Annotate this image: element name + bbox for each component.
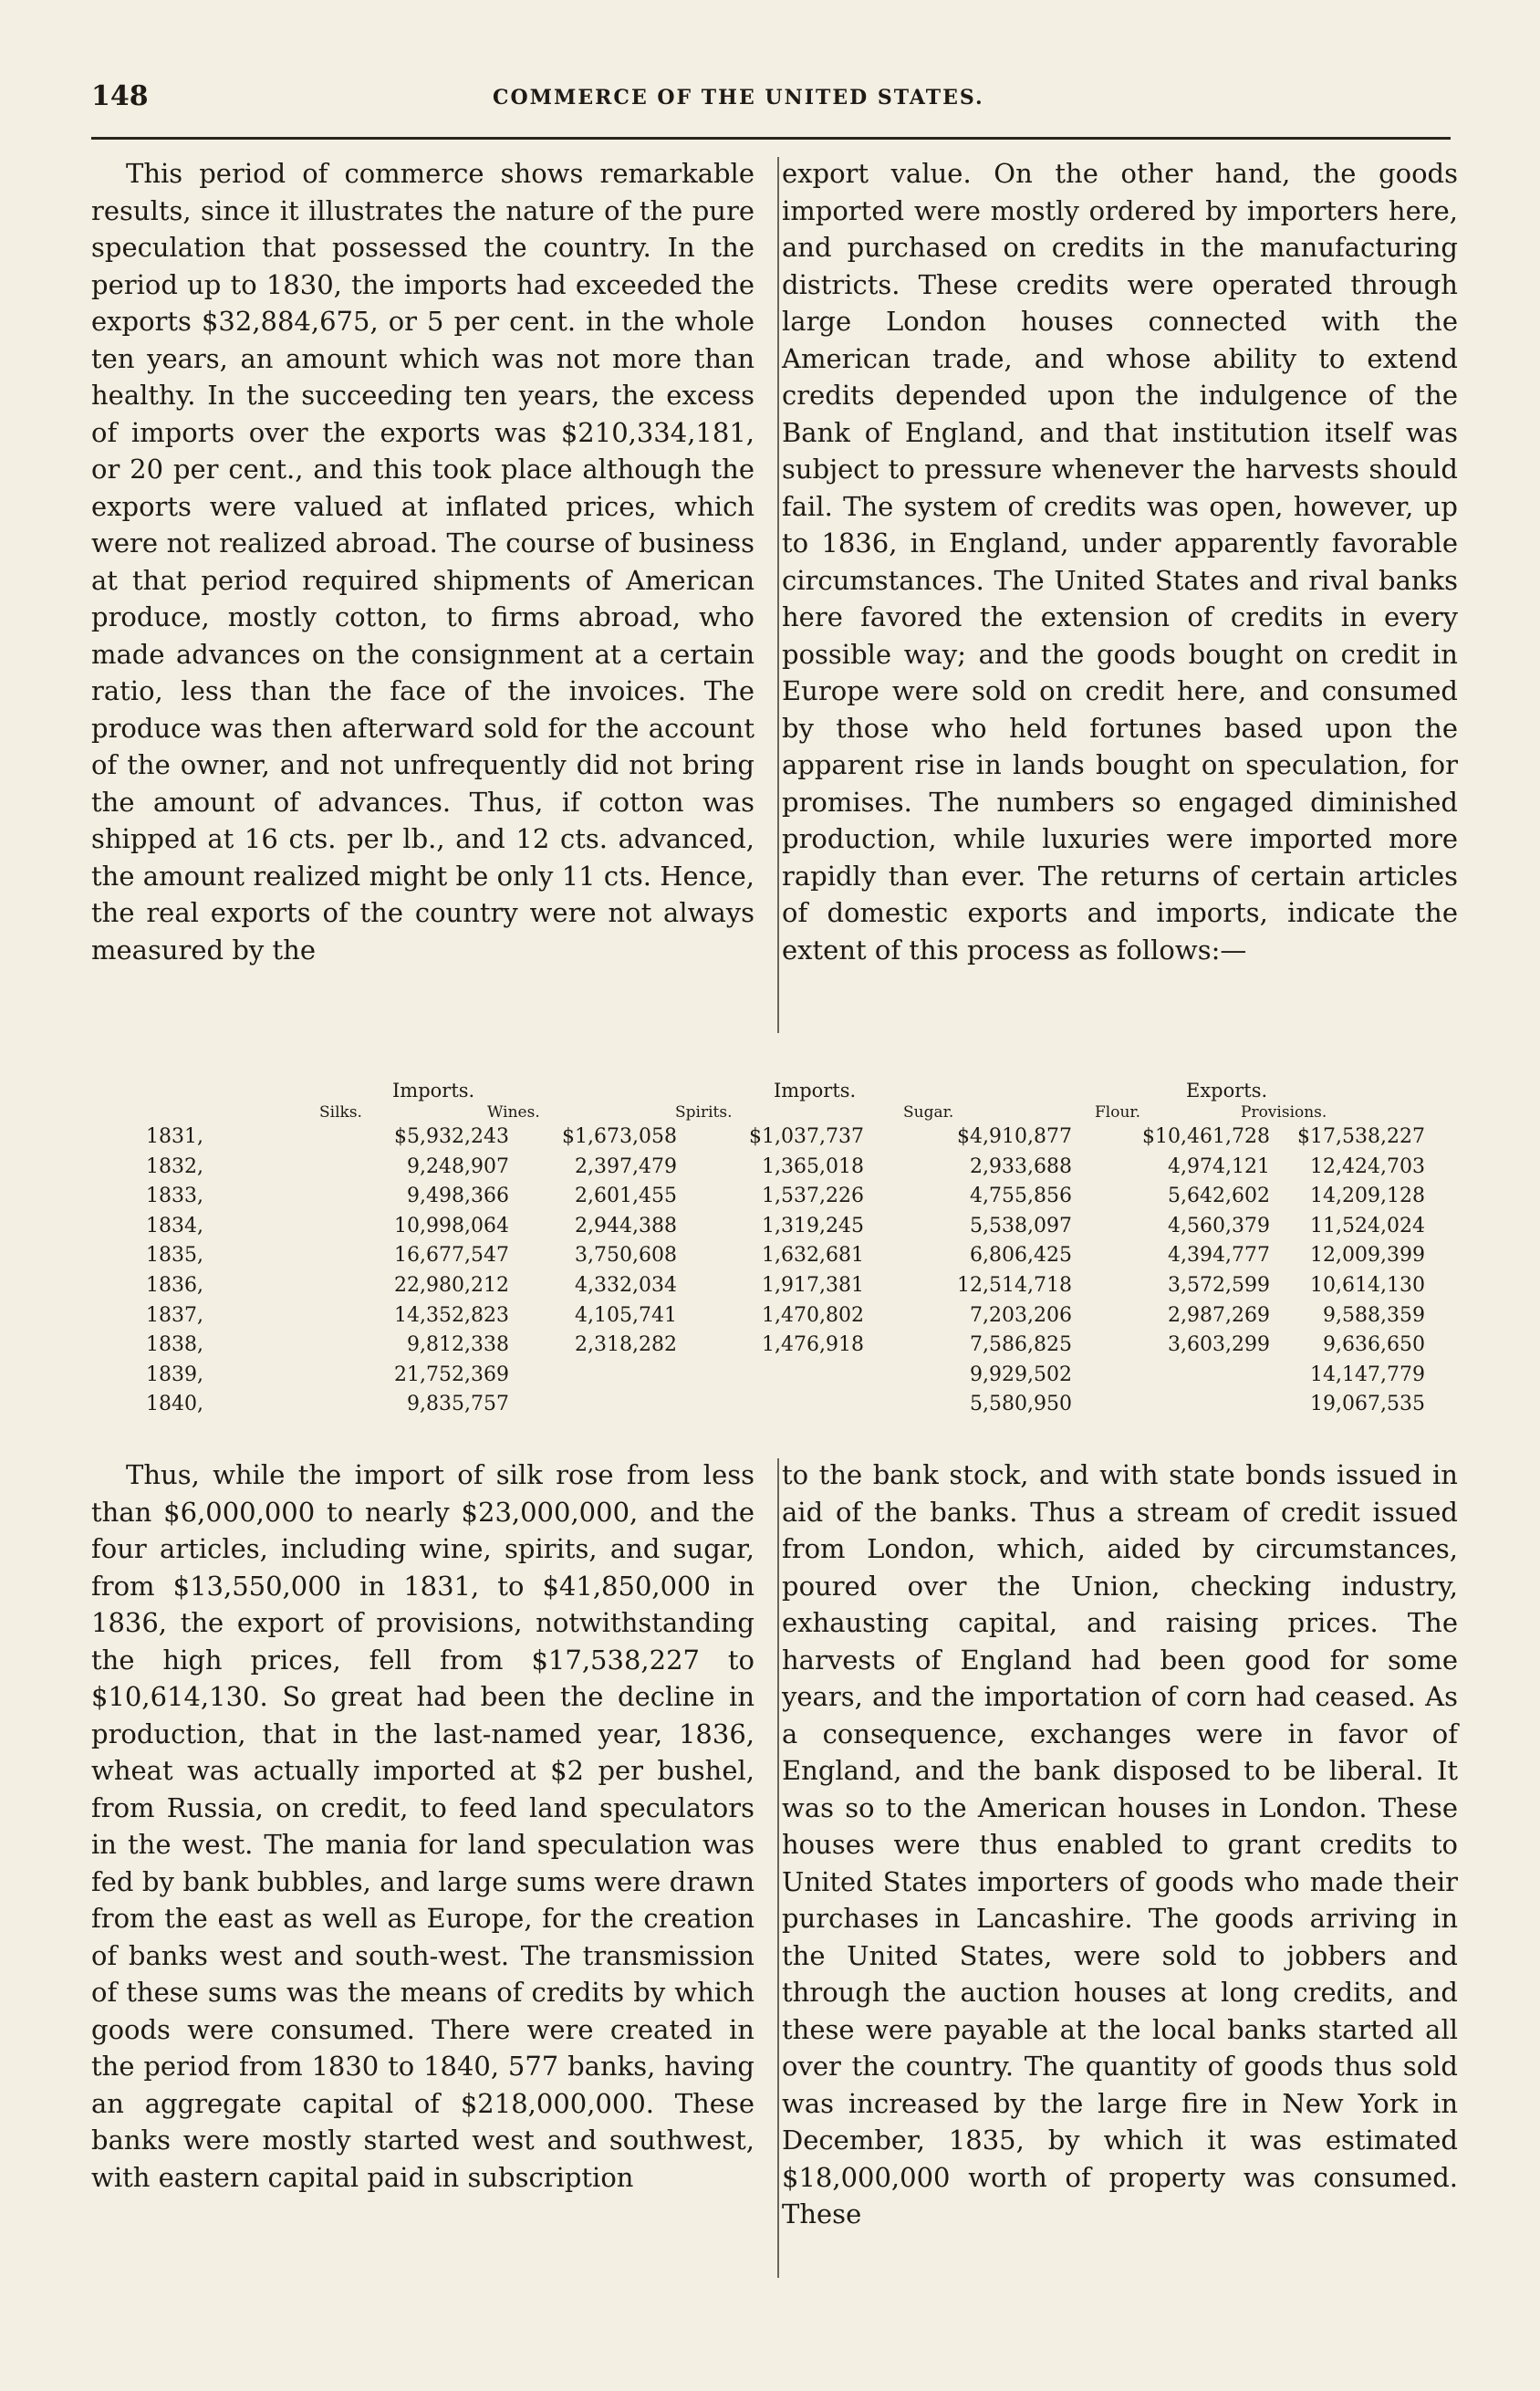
paragraph: export value. On the other hand, the goods imported were mostly ordered by importers here, and purchased on credits in the manufacturing districts. These credits were operated through large London houses connected with the American trade, and whose ability to extend credits depended upon the indulgence of the Bank of England, and that institution itself was subject to pressure whenever the harvests should fail. The system of credits was open, however, up to 1836, in England, under apparently favorable circumstances. The United States and rival banks here favored the extension of credits in every possible way; and the goods bought on credit in Europe were sold on credit here, and consumed by those who held fortunes based upon the apparent rise in lands bought on speculation, for promises. The numbers so engaged diminished production, while luxuries were imported more rapidly than ever. The returns of certain articles of domestic exports and imports, indicate the extent of this process as follows:— (782, 158, 1458, 966)
table-cell-sugar: 2,933,688 (970, 1154, 1072, 1178)
table-cell-silks: 21,752,369 (394, 1363, 509, 1386)
table-cell-year: 1839, (146, 1363, 203, 1386)
table-cell-provisions: 14,209,128 (1310, 1185, 1425, 1208)
header-rule (91, 137, 1451, 140)
table-group-imports-1: Imports. (392, 1080, 475, 1102)
column-divider-top (777, 157, 779, 1033)
table-header-spirits: Spirits. (675, 1103, 733, 1122)
table-cell-spirits: 1,476,918 (762, 1333, 864, 1357)
table-cell-sugar: $4,910,877 (957, 1125, 1072, 1148)
page-number: 148 (91, 80, 149, 112)
table-cell-flour: 3,572,599 (1168, 1274, 1270, 1297)
table-group-imports-2: Imports. (774, 1080, 857, 1102)
statistics-table (146, 1080, 1423, 1428)
table-cell-silks: 9,835,757 (407, 1393, 509, 1416)
table-cell-provisions: 14,147,779 (1310, 1363, 1425, 1386)
table-cell-flour: 2,987,269 (1168, 1303, 1270, 1327)
table-cell-spirits: 1,917,381 (762, 1274, 864, 1297)
table-cell-wines: 2,944,388 (575, 1214, 677, 1237)
table-row (146, 1333, 1423, 1361)
table-cell-year: 1836, (146, 1274, 203, 1297)
table-cell-provisions: 9,636,650 (1323, 1333, 1425, 1357)
table-cell-year: 1834, (146, 1214, 203, 1237)
table-cell-flour: 5,642,602 (1168, 1185, 1270, 1208)
column-bottom-left (91, 1457, 754, 2196)
paragraph: to the bank stock, and with state bonds issued in aid of the banks. Thus a stream of credit issued from London, which, aided by circumstances, poured over the Union, checking industry, exhausting capital, and raising prices. The harvests of England had been good for some years, and the importation of corn had ceased. As a consequence, exchanges were in favor of England, and the bank disposed to be liberal. It was so to the American houses in London. These houses were thus enabled to grant credits to United States importers of goods who made their purchases in Lancashire. The goods arriving in the United States, were sold to jobbers and through the auction houses at long credits, and these were payable at the local banks started all over the country. The quantity of goods thus sold was increased by the large fire in New York in December, 1835, by which it was estimated $18,000,000 worth of property was consumed. These (782, 1459, 1458, 2229)
table-cell-spirits: 1,470,802 (762, 1303, 864, 1327)
column-divider-bottom (777, 1458, 779, 2278)
table-row (146, 1363, 1423, 1391)
table-row (146, 1185, 1423, 1212)
table-cell-silks: 10,998,064 (394, 1214, 509, 1237)
table-cell-sugar: 4,755,856 (970, 1185, 1072, 1208)
table-cell-provisions: 12,009,399 (1310, 1244, 1425, 1268)
table-cell-year: 1831, (146, 1125, 203, 1148)
table-cell-wines: 2,397,479 (575, 1154, 677, 1178)
table-header-silks: Silks. (319, 1103, 362, 1122)
table-cell-provisions: 10,614,130 (1310, 1274, 1425, 1297)
table-cell-provisions: 12,424,703 (1310, 1154, 1425, 1178)
table-cell-silks: 9,248,907 (407, 1154, 509, 1178)
table-row (146, 1304, 1423, 1331)
table-row (146, 1125, 1423, 1153)
table-cell-flour: 4,974,121 (1168, 1154, 1270, 1178)
table-cell-flour: $10,461,728 (1142, 1125, 1270, 1148)
paragraph: Thus, while the import of silk rose from less than $6,000,000 to nearly $23,000,000, and the four articles, including wine, spirits, and sugar, from $13,550,000 in 1831, to $41,850,000 in 1836, the export of provisions, notwithstanding the high prices, fell from $17,538,227 to $10,614,130. So great had been the decline in production, that in the last-named year, 1836, wheat was actually imported at $2 per bushel, from Russia, on credit, to feed land speculators in the west. The mania for land speculation was fed by bank bubbles, and large sums were drawn from the east as well as Europe, for the creation of banks west and south-west. The transmission of these sums was the means of credits by which goods were consumed. There were created in the period from 1830 to 1840, 577 banks, having an aggregate capital of $218,000,000. These banks were mostly started west and southwest, with eastern capital paid in subscription (91, 1459, 754, 2193)
table-row (146, 1215, 1423, 1242)
column-top-right (782, 155, 1458, 968)
table-cell-wines: $1,673,058 (562, 1125, 677, 1148)
column-top-left (91, 155, 754, 968)
table-cell-provisions: 19,067,535 (1310, 1393, 1425, 1416)
table-cell-wines: 4,105,741 (575, 1303, 677, 1327)
table-row (146, 1244, 1423, 1271)
table-cell-sugar: 5,580,950 (970, 1393, 1072, 1416)
table-cell-year: 1838, (146, 1333, 203, 1357)
table-cell-sugar: 12,514,718 (957, 1274, 1072, 1297)
table-cell-flour: 3,603,299 (1168, 1333, 1270, 1357)
table-cell-sugar: 5,538,097 (970, 1214, 1072, 1237)
table-cell-silks: 9,812,338 (407, 1333, 509, 1357)
page-header (91, 80, 1460, 126)
table-cell-flour: 4,394,777 (1168, 1244, 1270, 1268)
table-cell-wines: 2,318,282 (575, 1333, 677, 1357)
table-cell-silks: 14,352,823 (394, 1303, 509, 1327)
paragraph: This period of commerce shows remarkable results, since it illustrates the nature of the pure speculation that possessed the country. In the period up to 1830, the imports had exceeded the exports $32,884,675, or 5 per cent. in the whole ten years, an amount which was not more than healthy. In the succeeding ten years, the excess of imports over the exports was $210,334,181, or 20 per cent., and this took place although the exports were valued at inflated prices, which were not realized abroad. The course of business at that period required shipments of American produce, mostly cotton, to firms abroad, who made advances on the consignment at a certain ratio, less than the face of the invoices. The produce was then afterward sold for the account of the owner, and not unfrequently did not bring the amount of advances. Thus, if cotton was shipped at 16 cts. per lb., and 12 cts. advanced, the amount realized might be only 11 cts. Hence, the real exports of the country were not always measured by the (91, 158, 754, 966)
table-header-sugar: Sugar. (903, 1103, 954, 1122)
table-cell-provisions: 11,524,024 (1310, 1214, 1425, 1237)
table-cell-spirits: $1,037,737 (749, 1125, 864, 1148)
table-cell-year: 1840, (146, 1393, 203, 1416)
table-cell-provisions: $17,538,227 (1297, 1125, 1425, 1148)
table-row (146, 1274, 1423, 1301)
table-cell-silks: 16,677,547 (394, 1244, 509, 1268)
table-header-provisions: Provisions. (1241, 1103, 1327, 1122)
table-row (146, 1155, 1423, 1183)
table-cell-silks: 22,980,212 (394, 1274, 509, 1297)
table-cell-wines: 3,750,608 (575, 1244, 677, 1268)
table-cell-year: 1832, (146, 1154, 203, 1178)
table-cell-spirits: 1,365,018 (762, 1154, 864, 1178)
table-cell-sugar: 6,806,425 (970, 1244, 1072, 1268)
table-cell-wines: 4,332,034 (575, 1274, 677, 1297)
table-cell-sugar: 7,203,206 (970, 1303, 1072, 1327)
table-cell-year: 1833, (146, 1185, 203, 1208)
table-cell-provisions: 9,588,359 (1323, 1303, 1425, 1327)
table-cell-year: 1835, (146, 1244, 203, 1268)
table-group-exports: Exports. (1186, 1080, 1268, 1102)
table-cell-wines: 2,601,455 (575, 1185, 677, 1208)
table-cell-silks: 9,498,366 (407, 1185, 509, 1208)
table-cell-spirits: 1,632,681 (762, 1244, 864, 1268)
table-cell-sugar: 7,586,825 (970, 1333, 1072, 1357)
table-cell-silks: $5,932,243 (394, 1125, 509, 1148)
table-cell-flour: 4,560,379 (1168, 1214, 1270, 1237)
table-cell-sugar: 9,929,502 (970, 1363, 1072, 1386)
running-head: COMMERCE OF THE UNITED STATES. (493, 86, 984, 110)
table-header-wines: Wines. (487, 1103, 540, 1122)
table-header-flour: Flour. (1095, 1103, 1141, 1122)
column-bottom-right (782, 1457, 1458, 2233)
table-cell-spirits: 1,319,245 (762, 1214, 864, 1237)
table-cell-year: 1837, (146, 1303, 203, 1327)
table-cell-spirits: 1,537,226 (762, 1185, 864, 1208)
table-row (146, 1393, 1423, 1420)
